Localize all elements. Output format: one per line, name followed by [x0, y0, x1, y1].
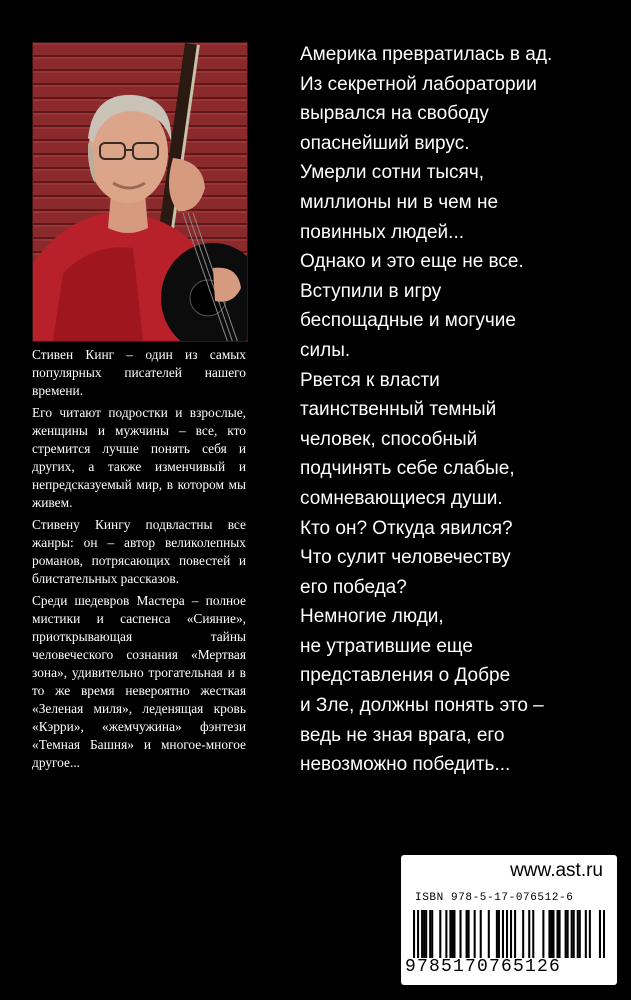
barcode-bar	[585, 910, 587, 958]
blurb-line: ведь не зная врага, его	[300, 724, 505, 746]
blurb-line: его победа?	[300, 576, 407, 598]
barcode-bar	[421, 910, 423, 958]
isbn-label: ISBN 978-5-17-076512-6	[415, 892, 574, 904]
blurb-line: повинных людей...	[300, 221, 465, 243]
blurb-line: Америка превратилась в ад.	[300, 44, 553, 65]
blurb-line: Однако и это еще не все.	[300, 251, 524, 273]
author-bio	[32, 346, 246, 776]
barcode-bar	[451, 910, 453, 958]
blurb-line: Немногие люди,	[300, 606, 444, 628]
barcode-bar	[449, 910, 451, 958]
barcode-bar	[502, 910, 504, 958]
barcode-bar	[579, 910, 581, 958]
book-blurb	[300, 40, 620, 780]
blurb-line: миллионы ни в чем не	[300, 191, 499, 213]
barcode-bar	[413, 910, 415, 958]
barcode-bar	[559, 910, 561, 958]
barcode-bar	[532, 910, 534, 958]
barcode-bar	[552, 910, 554, 958]
barcode-bar	[556, 910, 558, 958]
blurb-line: человек, способный	[300, 428, 478, 450]
blurb-line: Что сулит человечеству	[300, 547, 511, 569]
barcode-bar	[550, 910, 552, 958]
blurb-line: сомневающиеся души.	[300, 487, 503, 509]
barcode-digits: 9785170765126	[405, 957, 562, 977]
barcode-bars	[413, 910, 605, 958]
barcode-bar	[459, 910, 461, 958]
blurb-line: Умерли сотни тысяч,	[300, 162, 485, 184]
blurb-line: Из секретной лаборатории	[300, 73, 537, 95]
barcode-bar	[603, 910, 605, 958]
barcode-bar	[506, 910, 508, 958]
barcode-bar	[514, 910, 516, 958]
barcode-bar	[474, 910, 476, 958]
barcode-bar	[423, 910, 425, 958]
barcode-bar	[599, 910, 601, 958]
bio-paragraph: Среди шедевров Мастера – полное мистики и саспенса «Сияние», приоткрывающая тайны человеческого сознания «Мертвая зона», удивительно трогательная и в то же время невероятно жесткая «Зеленая миля», леденящая кровь «Кэрри», «жемчужина» фэнтези «Темная Башня» и многое-многое другое...	[32, 593, 246, 770]
barcode-bar	[510, 910, 512, 958]
barcode-bar	[468, 910, 470, 958]
blurb-line: Вступили в игру	[300, 280, 442, 302]
barcode-bar	[417, 910, 419, 958]
barcode-bar	[439, 910, 441, 958]
barcode-bar	[548, 910, 550, 958]
barcode-bar	[528, 910, 530, 958]
blurb-line: не утратившие еще	[300, 635, 473, 657]
barcode-bar	[480, 910, 482, 958]
blurb-line: подчинять себе слабые,	[300, 458, 515, 480]
barcode-bar	[453, 910, 455, 958]
barcode-bar	[577, 910, 579, 958]
blurb-line: силы.	[300, 339, 351, 361]
blurb-line: вырвался на свободу	[300, 103, 489, 125]
blurb-line: опаснейший вирус.	[300, 132, 470, 154]
barcode-bar	[466, 910, 468, 958]
barcode-panel	[401, 855, 617, 985]
bio-paragraph: Стивену Кингу подвластны все жанры: он – автор великолепных романов, потрясающих повестей и блистательных рассказов.	[32, 517, 246, 586]
barcode-bar	[445, 910, 447, 958]
barcode-bar	[565, 910, 567, 958]
barcode-bar	[589, 910, 591, 958]
barcode-bar	[542, 910, 544, 958]
blurb-line: невозможно победить...	[300, 754, 511, 776]
bio-paragraph: Его читают подростки и взрослые, женщины и мужчины – все, кто стремится лучше понять себя и других, а также изменчивый и непредсказуемый мир, в котором мы живем.	[32, 405, 246, 510]
barcode-bar	[573, 910, 575, 958]
barcode-bar	[571, 910, 573, 958]
author-photo	[32, 42, 248, 342]
blurb-line: и Зле, должны понять это –	[300, 695, 544, 717]
barcode-bar	[496, 910, 498, 958]
barcode-bar	[498, 910, 500, 958]
blurb-line: Кто он? Откуда явился?	[300, 517, 513, 539]
barcode-bar	[522, 910, 524, 958]
blurb-line: беспощадные и могучие	[300, 310, 516, 332]
publisher-website: www.ast.ru	[510, 860, 603, 881]
blurb-line: таинственный темный	[300, 399, 497, 421]
barcode-bar	[488, 910, 490, 958]
barcode-bar	[567, 910, 569, 958]
blurb-line: представления о Добре	[300, 665, 511, 687]
barcode-bar	[431, 910, 433, 958]
bio-paragraph: Стивен Кинг – один из самых популярных писателей нашего времени.	[32, 347, 246, 398]
barcode-bar	[425, 910, 427, 958]
barcode-bar	[429, 910, 431, 958]
blurb-line: Рвется к власти	[300, 369, 440, 391]
